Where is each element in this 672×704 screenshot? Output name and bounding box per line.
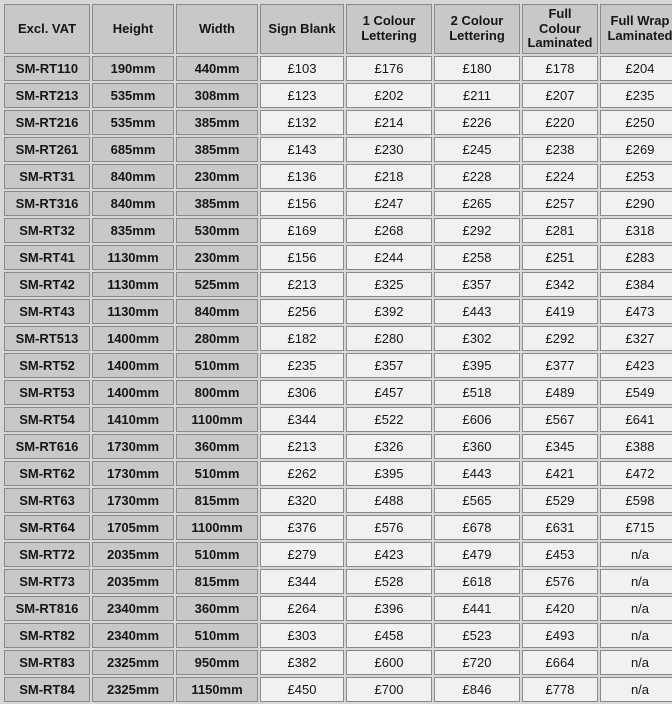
one-colour-price-cell: £230 bbox=[346, 137, 432, 162]
height-cell: 2340mm bbox=[92, 623, 174, 648]
table-row bbox=[4, 353, 672, 378]
height-cell: 1730mm bbox=[92, 488, 174, 513]
height-cell: 685mm bbox=[92, 137, 174, 162]
price-table-body bbox=[4, 56, 672, 702]
full-wrap-price-cell: n/a bbox=[600, 542, 672, 567]
product-code-cell: SM-RT42 bbox=[4, 272, 90, 297]
width-cell: 510mm bbox=[176, 623, 258, 648]
full-colour-price-cell: £251 bbox=[522, 245, 598, 270]
column-header-width: Width bbox=[176, 4, 258, 54]
column-header-height: Height bbox=[92, 4, 174, 54]
full-colour-price-cell: £420 bbox=[522, 596, 598, 621]
full-wrap-price-cell: £549 bbox=[600, 380, 672, 405]
full-wrap-price-cell: £283 bbox=[600, 245, 672, 270]
height-cell: 535mm bbox=[92, 110, 174, 135]
sign-blank-price-cell: £182 bbox=[260, 326, 344, 351]
height-cell: 2340mm bbox=[92, 596, 174, 621]
full-colour-price-cell: £778 bbox=[522, 677, 598, 702]
product-code-cell: SM-RT41 bbox=[4, 245, 90, 270]
sign-blank-price-cell: £103 bbox=[260, 56, 344, 81]
one-colour-price-cell: £576 bbox=[346, 515, 432, 540]
one-colour-price-cell: £396 bbox=[346, 596, 432, 621]
height-cell: 2325mm bbox=[92, 650, 174, 675]
table-row bbox=[4, 164, 672, 189]
product-code-cell: SM-RT32 bbox=[4, 218, 90, 243]
sign-blank-price-cell: £156 bbox=[260, 191, 344, 216]
width-cell: 525mm bbox=[176, 272, 258, 297]
width-cell: 360mm bbox=[176, 596, 258, 621]
one-colour-price-cell: £214 bbox=[346, 110, 432, 135]
sign-blank-price-cell: £213 bbox=[260, 434, 344, 459]
height-cell: 535mm bbox=[92, 83, 174, 108]
product-code-cell: SM-RT53 bbox=[4, 380, 90, 405]
width-cell: 385mm bbox=[176, 191, 258, 216]
column-header-sign-blank: Sign Blank bbox=[260, 4, 344, 54]
two-colour-price-cell: £226 bbox=[434, 110, 520, 135]
table-row bbox=[4, 245, 672, 270]
product-code-cell: SM-RT616 bbox=[4, 434, 90, 459]
width-cell: 230mm bbox=[176, 245, 258, 270]
one-colour-price-cell: £700 bbox=[346, 677, 432, 702]
two-colour-price-cell: £180 bbox=[434, 56, 520, 81]
table-row bbox=[4, 461, 672, 486]
sign-blank-price-cell: £235 bbox=[260, 353, 344, 378]
table-row bbox=[4, 434, 672, 459]
full-wrap-price-cell: £204 bbox=[600, 56, 672, 81]
width-cell: 800mm bbox=[176, 380, 258, 405]
height-cell: 190mm bbox=[92, 56, 174, 81]
sign-blank-price-cell: £344 bbox=[260, 407, 344, 432]
sign-blank-price-cell: £303 bbox=[260, 623, 344, 648]
sign-blank-price-cell: £306 bbox=[260, 380, 344, 405]
two-colour-price-cell: £258 bbox=[434, 245, 520, 270]
height-cell: 840mm bbox=[92, 191, 174, 216]
price-table bbox=[2, 2, 672, 704]
full-colour-price-cell: £493 bbox=[522, 623, 598, 648]
product-code-cell: SM-RT816 bbox=[4, 596, 90, 621]
two-colour-price-cell: £265 bbox=[434, 191, 520, 216]
table-row bbox=[4, 569, 672, 594]
table-row bbox=[4, 407, 672, 432]
width-cell: 530mm bbox=[176, 218, 258, 243]
one-colour-price-cell: £522 bbox=[346, 407, 432, 432]
two-colour-price-cell: £618 bbox=[434, 569, 520, 594]
height-cell: 1400mm bbox=[92, 380, 174, 405]
width-cell: 230mm bbox=[176, 164, 258, 189]
full-colour-price-cell: £421 bbox=[522, 461, 598, 486]
height-cell: 1400mm bbox=[92, 326, 174, 351]
two-colour-price-cell: £443 bbox=[434, 299, 520, 324]
full-colour-price-cell: £178 bbox=[522, 56, 598, 81]
table-row bbox=[4, 326, 672, 351]
column-header-1-colour-lettering: 1 Colour Lettering bbox=[346, 4, 432, 54]
one-colour-price-cell: £600 bbox=[346, 650, 432, 675]
full-colour-price-cell: £377 bbox=[522, 353, 598, 378]
full-colour-price-cell: £453 bbox=[522, 542, 598, 567]
table-row bbox=[4, 380, 672, 405]
one-colour-price-cell: £202 bbox=[346, 83, 432, 108]
product-code-cell: SM-RT64 bbox=[4, 515, 90, 540]
two-colour-price-cell: £211 bbox=[434, 83, 520, 108]
width-cell: 308mm bbox=[176, 83, 258, 108]
full-colour-price-cell: £342 bbox=[522, 272, 598, 297]
one-colour-price-cell: £392 bbox=[346, 299, 432, 324]
column-header-excl-vat: Excl. VAT bbox=[4, 4, 90, 54]
product-code-cell: SM-RT73 bbox=[4, 569, 90, 594]
column-header-2-colour-lettering: 2 Colour Lettering bbox=[434, 4, 520, 54]
product-code-cell: SM-RT513 bbox=[4, 326, 90, 351]
table-row bbox=[4, 677, 672, 702]
header-row bbox=[4, 4, 672, 54]
product-code-cell: SM-RT216 bbox=[4, 110, 90, 135]
table-row bbox=[4, 272, 672, 297]
one-colour-price-cell: £244 bbox=[346, 245, 432, 270]
width-cell: 440mm bbox=[176, 56, 258, 81]
two-colour-price-cell: £360 bbox=[434, 434, 520, 459]
width-cell: 1100mm bbox=[176, 515, 258, 540]
full-colour-price-cell: £238 bbox=[522, 137, 598, 162]
table-row bbox=[4, 191, 672, 216]
height-cell: 1130mm bbox=[92, 299, 174, 324]
column-header-full-wrap-laminated: Full Wrap Laminated bbox=[600, 4, 672, 54]
one-colour-price-cell: £458 bbox=[346, 623, 432, 648]
full-colour-price-cell: £419 bbox=[522, 299, 598, 324]
width-cell: 950mm bbox=[176, 650, 258, 675]
full-wrap-price-cell: £269 bbox=[600, 137, 672, 162]
full-colour-price-cell: £567 bbox=[522, 407, 598, 432]
width-cell: 510mm bbox=[176, 542, 258, 567]
product-code-cell: SM-RT72 bbox=[4, 542, 90, 567]
one-colour-price-cell: £357 bbox=[346, 353, 432, 378]
full-wrap-price-cell: £473 bbox=[600, 299, 672, 324]
full-wrap-price-cell: n/a bbox=[600, 623, 672, 648]
full-colour-price-cell: £345 bbox=[522, 434, 598, 459]
width-cell: 1150mm bbox=[176, 677, 258, 702]
full-wrap-price-cell: £423 bbox=[600, 353, 672, 378]
two-colour-price-cell: £228 bbox=[434, 164, 520, 189]
product-code-cell: SM-RT83 bbox=[4, 650, 90, 675]
sign-blank-price-cell: £256 bbox=[260, 299, 344, 324]
table-row bbox=[4, 623, 672, 648]
width-cell: 385mm bbox=[176, 137, 258, 162]
sign-blank-price-cell: £376 bbox=[260, 515, 344, 540]
table-row bbox=[4, 56, 672, 81]
one-colour-price-cell: £247 bbox=[346, 191, 432, 216]
product-code-cell: SM-RT110 bbox=[4, 56, 90, 81]
full-wrap-price-cell: n/a bbox=[600, 650, 672, 675]
sign-blank-price-cell: £143 bbox=[260, 137, 344, 162]
two-colour-price-cell: £292 bbox=[434, 218, 520, 243]
full-wrap-price-cell: £384 bbox=[600, 272, 672, 297]
one-colour-price-cell: £423 bbox=[346, 542, 432, 567]
full-colour-price-cell: £281 bbox=[522, 218, 598, 243]
product-code-cell: SM-RT31 bbox=[4, 164, 90, 189]
product-code-cell: SM-RT63 bbox=[4, 488, 90, 513]
height-cell: 2035mm bbox=[92, 569, 174, 594]
full-colour-price-cell: £207 bbox=[522, 83, 598, 108]
full-wrap-price-cell: £598 bbox=[600, 488, 672, 513]
full-wrap-price-cell: n/a bbox=[600, 569, 672, 594]
height-cell: 1730mm bbox=[92, 461, 174, 486]
table-row bbox=[4, 218, 672, 243]
sign-blank-price-cell: £382 bbox=[260, 650, 344, 675]
two-colour-price-cell: £720 bbox=[434, 650, 520, 675]
full-colour-price-cell: £631 bbox=[522, 515, 598, 540]
sign-blank-price-cell: £156 bbox=[260, 245, 344, 270]
height-cell: 2035mm bbox=[92, 542, 174, 567]
two-colour-price-cell: £245 bbox=[434, 137, 520, 162]
one-colour-price-cell: £528 bbox=[346, 569, 432, 594]
two-colour-price-cell: £523 bbox=[434, 623, 520, 648]
product-code-cell: SM-RT84 bbox=[4, 677, 90, 702]
one-colour-price-cell: £326 bbox=[346, 434, 432, 459]
full-wrap-price-cell: £327 bbox=[600, 326, 672, 351]
full-colour-price-cell: £529 bbox=[522, 488, 598, 513]
full-wrap-price-cell: £235 bbox=[600, 83, 672, 108]
one-colour-price-cell: £176 bbox=[346, 56, 432, 81]
sign-blank-price-cell: £344 bbox=[260, 569, 344, 594]
width-cell: 815mm bbox=[176, 488, 258, 513]
width-cell: 815mm bbox=[176, 569, 258, 594]
one-colour-price-cell: £395 bbox=[346, 461, 432, 486]
width-cell: 280mm bbox=[176, 326, 258, 351]
full-wrap-price-cell: £472 bbox=[600, 461, 672, 486]
width-cell: 1100mm bbox=[176, 407, 258, 432]
product-code-cell: SM-RT62 bbox=[4, 461, 90, 486]
table-row bbox=[4, 83, 672, 108]
full-colour-price-cell: £224 bbox=[522, 164, 598, 189]
table-row bbox=[4, 515, 672, 540]
full-colour-price-cell: £576 bbox=[522, 569, 598, 594]
sign-blank-price-cell: £169 bbox=[260, 218, 344, 243]
full-wrap-price-cell: £715 bbox=[600, 515, 672, 540]
table-row bbox=[4, 650, 672, 675]
product-code-cell: SM-RT52 bbox=[4, 353, 90, 378]
height-cell: 1705mm bbox=[92, 515, 174, 540]
one-colour-price-cell: £457 bbox=[346, 380, 432, 405]
two-colour-price-cell: £606 bbox=[434, 407, 520, 432]
table-row bbox=[4, 137, 672, 162]
product-code-cell: SM-RT82 bbox=[4, 623, 90, 648]
full-colour-price-cell: £292 bbox=[522, 326, 598, 351]
sign-blank-price-cell: £450 bbox=[260, 677, 344, 702]
two-colour-price-cell: £395 bbox=[434, 353, 520, 378]
full-wrap-price-cell: £388 bbox=[600, 434, 672, 459]
height-cell: 840mm bbox=[92, 164, 174, 189]
sign-blank-price-cell: £213 bbox=[260, 272, 344, 297]
height-cell: 1400mm bbox=[92, 353, 174, 378]
table-row bbox=[4, 542, 672, 567]
width-cell: 510mm bbox=[176, 461, 258, 486]
table-row bbox=[4, 110, 672, 135]
width-cell: 840mm bbox=[176, 299, 258, 324]
table-row bbox=[4, 299, 672, 324]
sign-blank-price-cell: £132 bbox=[260, 110, 344, 135]
full-colour-price-cell: £489 bbox=[522, 380, 598, 405]
sign-blank-price-cell: £264 bbox=[260, 596, 344, 621]
price-table-header bbox=[4, 4, 672, 54]
height-cell: 1730mm bbox=[92, 434, 174, 459]
two-colour-price-cell: £357 bbox=[434, 272, 520, 297]
full-wrap-price-cell: £290 bbox=[600, 191, 672, 216]
two-colour-price-cell: £518 bbox=[434, 380, 520, 405]
height-cell: 2325mm bbox=[92, 677, 174, 702]
product-code-cell: SM-RT261 bbox=[4, 137, 90, 162]
two-colour-price-cell: £302 bbox=[434, 326, 520, 351]
two-colour-price-cell: £678 bbox=[434, 515, 520, 540]
full-wrap-price-cell: £253 bbox=[600, 164, 672, 189]
full-colour-price-cell: £664 bbox=[522, 650, 598, 675]
table-row bbox=[4, 488, 672, 513]
two-colour-price-cell: £443 bbox=[434, 461, 520, 486]
height-cell: 1130mm bbox=[92, 272, 174, 297]
height-cell: 1130mm bbox=[92, 245, 174, 270]
full-wrap-price-cell: n/a bbox=[600, 677, 672, 702]
sign-blank-price-cell: £123 bbox=[260, 83, 344, 108]
product-code-cell: SM-RT54 bbox=[4, 407, 90, 432]
sign-blank-price-cell: £262 bbox=[260, 461, 344, 486]
product-code-cell: SM-RT316 bbox=[4, 191, 90, 216]
width-cell: 510mm bbox=[176, 353, 258, 378]
sign-blank-price-cell: £320 bbox=[260, 488, 344, 513]
column-header-full-colour-laminated: Full Colour Laminated bbox=[522, 4, 598, 54]
full-wrap-price-cell: £250 bbox=[600, 110, 672, 135]
table-row bbox=[4, 596, 672, 621]
two-colour-price-cell: £846 bbox=[434, 677, 520, 702]
product-code-cell: SM-RT43 bbox=[4, 299, 90, 324]
height-cell: 1410mm bbox=[92, 407, 174, 432]
sign-blank-price-cell: £279 bbox=[260, 542, 344, 567]
two-colour-price-cell: £441 bbox=[434, 596, 520, 621]
full-wrap-price-cell: £641 bbox=[600, 407, 672, 432]
one-colour-price-cell: £280 bbox=[346, 326, 432, 351]
two-colour-price-cell: £565 bbox=[434, 488, 520, 513]
sign-blank-price-cell: £136 bbox=[260, 164, 344, 189]
width-cell: 385mm bbox=[176, 110, 258, 135]
product-code-cell: SM-RT213 bbox=[4, 83, 90, 108]
full-wrap-price-cell: n/a bbox=[600, 596, 672, 621]
one-colour-price-cell: £488 bbox=[346, 488, 432, 513]
one-colour-price-cell: £218 bbox=[346, 164, 432, 189]
two-colour-price-cell: £479 bbox=[434, 542, 520, 567]
one-colour-price-cell: £268 bbox=[346, 218, 432, 243]
one-colour-price-cell: £325 bbox=[346, 272, 432, 297]
full-wrap-price-cell: £318 bbox=[600, 218, 672, 243]
full-colour-price-cell: £257 bbox=[522, 191, 598, 216]
width-cell: 360mm bbox=[176, 434, 258, 459]
height-cell: 835mm bbox=[92, 218, 174, 243]
full-colour-price-cell: £220 bbox=[522, 110, 598, 135]
